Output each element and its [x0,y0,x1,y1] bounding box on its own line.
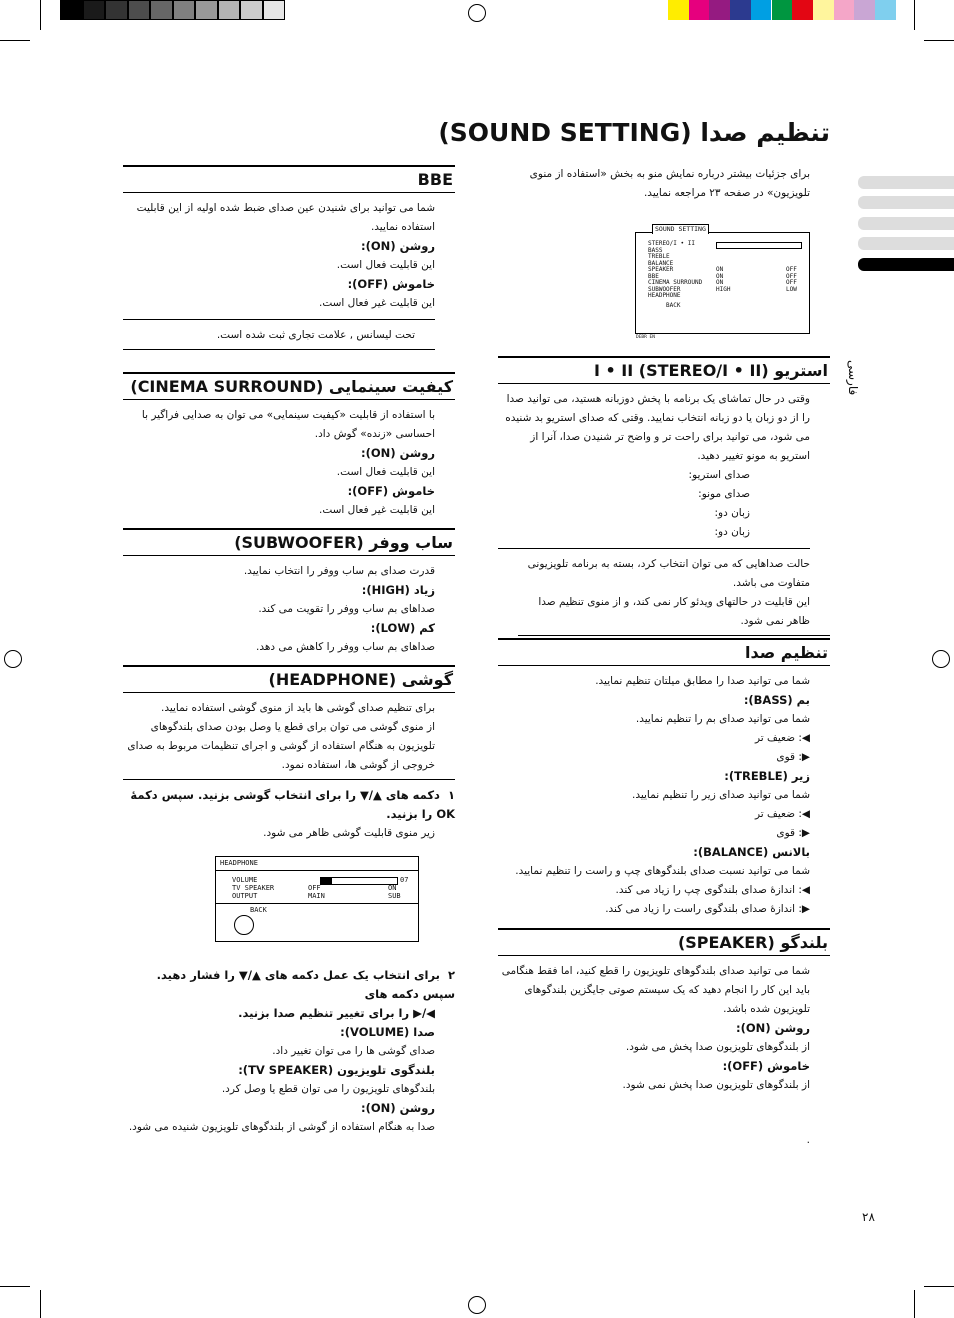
process-swatch [813,0,834,20]
process-swatch [834,0,855,20]
hp-volume-value: 07 [400,876,409,884]
cinema-section [123,372,455,520]
balance-desc: شما می توانید نسبت صدای بلندگوهای چپ و راست را تنظیم نمایید. [515,865,810,877]
treble-weaker-text: ضعیف تر [754,808,796,820]
stereo-mode: صدای استریو: [688,469,750,481]
menu-code-label: DEBR EN [636,335,655,340]
cinema-off-label: خاموش (OFF): [347,484,435,498]
subwoofer-low-label: کم (LOW): [370,621,435,635]
speaker-text: شما می توانید صدای بلندگوهای تلویزیون را قطع کنید، اما فقط هنگامی باید این کار را انجام دهید که یک سیستم صوتی جایگزین بلندگوهای تلویزیون شده باشد. [501,965,810,1015]
menu-values-left [716,267,730,293]
menu-screen-title: SOUND SETTING [652,224,709,234]
balance-left: ◀: اندازهٔ صدای بلندگوی چپ را زیاد می کند. [615,884,810,896]
treble-label: زیر (TREBLE): [724,769,810,783]
step-1-text: دکمه های ▲/▼ را برای انتخاب گوشی بزنید. سپس دکمهٔ OK را بزنید. [130,788,455,821]
page-number: ۲۸ [862,1210,875,1224]
hp-row-volume: VOLUME [232,876,258,884]
process-swatch [668,0,689,20]
menu-values-right [786,267,797,293]
hp-output-sub: SUB [388,892,401,900]
hp-tvspeaker-desc: بلندگوهای تلویزیون را می توان قطع یا وصل کرد. [221,1083,435,1095]
speaker-heading: بلندگو (SPEAKER) [498,928,830,956]
bbe-off-label: خاموش (OFF): [347,277,435,291]
treble-weaker: ◀: ضعیف تر [754,808,810,820]
side-tab-active [858,258,954,271]
menu-item-list [648,241,702,300]
process-swatch [709,0,730,20]
crop-mark [40,0,41,30]
process-swatch [751,0,772,20]
bass-label: بم (BASS): [743,693,810,707]
crop-mark [924,1286,954,1287]
right-column [498,165,810,203]
crop-mark [914,0,915,30]
menu-item: TREBLE [648,253,670,260]
step-1-subtext: زیر منوی قابلیت گوشی ظاهر می شود. [263,827,435,839]
menu-value: ON [716,272,724,280]
step-2-number: ۲ [447,968,455,982]
registration-mark [4,650,22,668]
sound-heading: تنظیم صدا [498,638,830,666]
menu-item: BASS [648,246,663,254]
dual-2-mode: زبان دو: [714,526,750,538]
menu-value: OFF [786,272,797,280]
step-2b: ◀/▶ را برای تغییر تنظیم صدا بزنید. [238,1006,435,1020]
subwoofer-low-desc: صداهای بم ساب ووفر را کاهش می دهد. [256,641,435,653]
bbe-off-desc: این قابلیت غیر فعال است. [318,297,435,309]
stereo-section [498,356,830,636]
hp-row-output: OUTPUT [232,892,258,900]
treble-desc: شما می توانید صدای زیر را تنظیم نمایید. [631,789,810,801]
hp-output-main: MAIN [308,892,325,900]
headphone-section [123,665,455,843]
menu-item: SPEAKER [648,266,674,273]
bbe-on-desc: این قابلیت فعال است. [336,259,435,271]
bbe-note: تحت لیسانس , علامت تجاری ثبت شده است. [123,326,435,350]
step-1 [123,786,455,824]
balance-left-text: اندازهٔ صدای بلندگوی چپ را زیاد می کند. [615,884,796,896]
side-tab [858,196,954,209]
menu-item: STEREO/I • II [648,240,695,247]
treble-stronger-text: قوی [776,827,796,839]
headphone-heading: گوشی (HEADPHONE) [123,665,455,693]
headphone-text-1: برای تنظیم صدای گوشی ها باید از منوی گوشی استفاده نمایید. [160,702,435,714]
divider [123,779,455,780]
menu-item: BALANCE [648,259,674,267]
registration-mark [468,1296,486,1314]
bass-desc: شما می توانید صدای بم را تنظیم نمایید. [635,713,810,725]
crop-mark [914,1290,915,1318]
registration-swatch [105,0,128,20]
bbe-text: شما می توانید برای شنیدن عین صدای ضبط شده اولیه از این قابلیت استفاده نمایید. [136,202,435,233]
subwoofer-heading: ساب ووفر (SUBWOOFER) [123,528,455,556]
hp-screen-divider-2 [216,903,418,904]
side-tab [858,217,954,230]
hp-on-label: روشن (ON): [361,1101,435,1115]
bbe-on-label: روشن (ON): [361,239,435,253]
stereo-mode-list [498,466,830,542]
hp-volume-bar [320,877,398,885]
hp-speaker-off: OFF [308,884,321,892]
cinema-heading: کیفیت سینمایی (CINEMA SURROUND) [123,372,455,400]
sound-intro: شما می توانید صدا را مطابق میلتان تنظیم نمایید. [595,675,810,687]
stereo-text: وقتی در حال تماشای یک برنامه با پخش دوزبانه هستید، می توانید صدا را از دو زبان یا دو زبانه انتخاب نمایید. وقتی که صدای استریو بد شنیده می شود، می توانید برای راحت تر و واضح تر شنیدن صدا، آنرا از استریو به مونو تغییر دهید. [505,393,810,462]
menu-value: OFF [786,279,797,286]
hp-volume-fill [321,878,332,884]
registration-mark [468,4,486,22]
registration-swatch [60,0,83,20]
menu-back-label: BACK [666,302,681,309]
menu-item: SUBWOOFER [648,285,681,293]
process-swatch [854,0,875,20]
side-tab [858,237,954,250]
cinema-text: با استفاده از قابلیت «کیفیت سینمایی» می توان به صدایی فراگیر با احساسی «زنده» گوش داد. [141,409,435,440]
menu-value: LOW [786,285,797,293]
menu-value: ON [716,266,724,273]
balance-right: ▶: اندازهٔ صدای بلندگوی راست را زیاد می کند. [605,903,810,915]
step-1-number: ۱ [447,788,455,802]
subwoofer-high-label: زیاد (HIGH): [361,583,435,597]
registration-swatch [195,0,218,20]
hp-speaker-on: ON [388,884,397,892]
subwoofer-text: قدرت صدای بم ساب ووفر را انتخاب نمایید. [243,565,435,577]
headphone-menu-screen [215,856,419,942]
menu-value: ON [716,279,724,286]
headphone-screen-title: HEADPHONE [220,859,258,867]
stereo-note-1: حالت صداهایی که می توان انتخاب کرد، بسته به برنامه تلویزیونی متفاوت می باشد. [527,558,810,589]
registration-mark [932,650,950,668]
registration-swatch [263,0,286,20]
registration-swatch [240,0,263,20]
subwoofer-high-desc: صداهای بم ساب ووفر را تقویت می کند. [258,603,435,615]
divider [498,548,810,549]
speaker-off-desc: از بلندگوهای تلویزیون صدا پخش نمی شود. [622,1079,810,1091]
headphone-steps [123,966,455,1137]
treble-stronger: ▶: قوی [776,827,810,839]
process-swatch [875,0,896,20]
hp-tvspeaker-label: بلندگوی تلویزیون (TV SPEAKER): [238,1063,435,1077]
side-language-label: فارسی [846,360,860,396]
step-2-text-a: برای انتخاب یک عمل دکمه های ▲/▼ را فشار دهید. سپس دکمه های [156,968,455,1001]
process-swatch [772,0,793,20]
hp-volume-desc: صدای گوشی ها را می توان تغییر داد. [272,1045,435,1057]
speaker-section [498,928,830,1150]
hp-on-desc: صدا به هنگام استفاده از گوشی از بلندگوهای تلویزیون شنیده می شود. [128,1121,435,1133]
registration-swatch [150,0,173,20]
headphone-screen-divider [216,870,418,871]
bbe-section [123,165,455,350]
registration-swatch [173,0,196,20]
bass-weaker: ◀: ضعیف تر [754,732,810,744]
stereo-heading: استریو I • II (STEREO/I • II) [498,356,830,384]
hp-back-label: BACK [250,906,267,914]
menu-value: OFF [786,266,797,273]
registration-swatch [128,0,151,20]
process-swatch [730,0,751,20]
bass-stronger-text: قوی [776,751,796,763]
menu-item: CINEMA SURROUND [648,279,703,286]
dual-1-mode: زبان دو: [714,507,750,519]
speaker-off-label: خاموش (OFF): [722,1059,810,1073]
balance-label: بالانس (BALANCE): [693,845,810,859]
balance-right-text: اندازهٔ صدای بلندگوی راست را زیاد می کند. [605,903,796,915]
hp-row-speaker: TV SPEAKER [232,884,275,892]
step-2 [123,966,455,1004]
crop-mark [0,40,30,41]
mono-mode: صدای مونو: [698,488,750,500]
sound-section [498,638,830,919]
remote-dpad-icon [234,915,254,935]
process-swatch [689,0,710,20]
stereo-note-2: این قابلیت در حالتهای ویدئو کار نمی کند، و از منوی تنظیم صدا ظاهر نمی شود. [518,593,830,636]
bass-stronger: ▶: قوی [776,751,810,763]
bbe-heading: BBE [123,165,455,193]
menu-item: BBE [648,272,659,280]
side-tab [858,176,954,189]
crop-mark [40,1290,41,1318]
divider [123,319,435,320]
crop-mark [0,1286,30,1287]
registration-swatch [218,0,241,20]
cinema-on-label: روشن (ON): [361,446,435,460]
subwoofer-section [123,528,455,657]
process-swatch [792,0,813,20]
speaker-on-desc: از بلندگوهای تلویزیون صدا پخش می شود. [625,1041,810,1053]
menu-bar [716,242,802,249]
speaker-on-label: روشن (ON): [736,1021,810,1035]
cinema-on-desc: این قابلیت فعال است. [336,466,435,478]
headphone-text-2: از منوی گوشی می توان برای قطع یا وصل بودن صدای بلندگوهای تلویزیون به هنگام استفاده از گوشی و اجرای تنظیمات مربوط به صدای خروجی از گوشی ها، استفاده نمود. [127,721,435,771]
menu-value: HIGH [716,285,731,293]
sound-setting-menu-screen [635,225,810,340]
speaker-dot: . [806,1134,810,1146]
crop-mark [924,40,954,41]
cinema-off-desc: این قابلیت غیر فعال است. [318,504,435,516]
bass-weaker-text: ضعیف تر [754,732,796,744]
menu-item: HEADPHONE [648,292,681,299]
hp-volume-label: صدا (VOLUME): [340,1025,435,1039]
intro-text: برای جزئیات بیشتر درباره نمایش منو به بخش «استفاده از منوی تلویزیون» در صفحه ۲۳ مراجعه نمایید. [529,168,810,199]
registration-swatch [83,0,106,20]
page-title: تنظیم صدا (SOUND SETTING) [438,118,830,147]
